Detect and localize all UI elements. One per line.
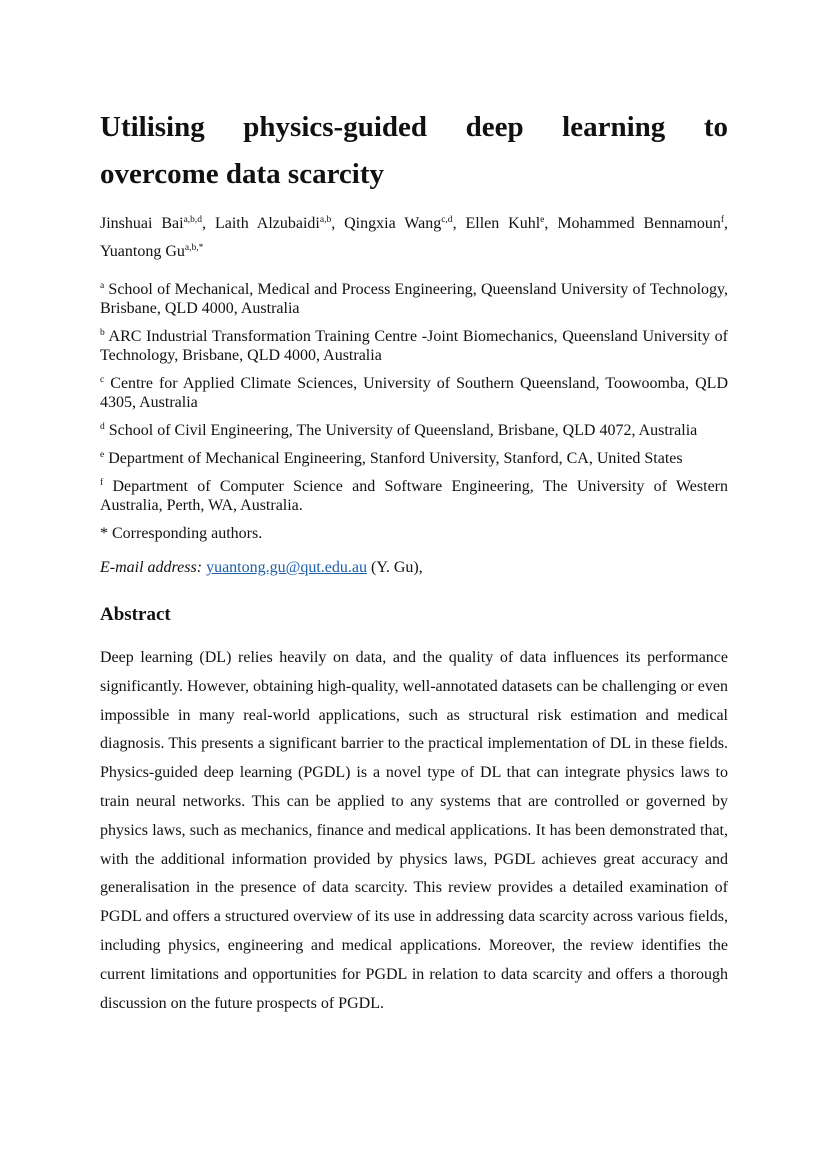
affiliation-text: ARC Industrial Transformation Training Centre -Joint Biomechanics, Queensland University of Technology, Brisbane, QLD 4000, Australia [100,328,728,364]
author-affiliation-mark: a,b,d [183,215,203,225]
email-line [100,558,728,578]
author-name: Qingxia Wang [344,215,442,232]
email-label: E-mail address: [100,559,203,576]
affiliation-text: Department of Mechanical Engineering, Stanford University, Stanford, CA, United States [104,450,683,467]
author-affiliation-mark: e [540,215,545,225]
corresponding-author-note: * Corresponding authors. [100,525,263,542]
affiliation-item [100,449,728,468]
affiliation-item [100,280,728,318]
affiliation-mark: d [100,422,105,432]
affiliation-item [100,374,728,412]
author-separator: , [544,215,558,232]
author-affiliation-mark: a,b [319,215,332,225]
author-affiliation-mark: a,b,* [184,243,204,253]
affiliation-item [100,477,728,515]
author-name: Ellen Kuhl [465,215,541,232]
author-name: Mohammed Bennamoun [557,215,721,232]
author-separator: , [331,215,345,232]
abstract-heading: Abstract [100,604,171,625]
affiliation-text: School of Mechanical, Medical and Process Engineering, Queensland University of Technology, Brisbane, QLD 4000, Australia [100,281,728,317]
affiliation-mark: e [100,450,105,460]
affiliation-mark: c [100,375,105,385]
email-link[interactable]: yuantong.gu@qut.edu.au [206,559,367,576]
affiliation-mark: a [100,281,105,291]
affiliation-mark: b [100,328,105,338]
affiliation-text: Centre for Applied Climate Sciences, University of Southern Queensland, Toowoomba, QLD 4305, Australia [100,375,728,411]
affiliation-list [100,280,728,543]
affiliation-text: Department of Computer Science and Software Engineering, The University of Western Australia, Perth, WA, Australia. [100,478,728,514]
author-name: Yuantong Gu [100,243,185,260]
author-separator: , [452,215,466,232]
author-name: Laith Alzubaidi [214,215,320,232]
abstract-text: Deep learning (DL) relies heavily on data, and the quality of data influences its performance significantly. However, obtaining high-quality, well-annotated datasets can be challenging or even impossible in many real-world applications, such as structural risk estimation and medical diagnosis. This presents a significant barrier to the practical implementation of DL in these fields. Physics-guided deep learning (PGDL) is a novel type of DL that can integrate physics laws to train neural networks. This can be applied to any systems that are controlled or governed by physics laws, such as mechanics, finance and medical applications. It has been demonstrated that, with the additional information provided by physics laws, PGDL achieves great accuracy and generalisation in the presence of data scarcity. This review provides a detailed examination of PGDL and offers a structured overview of its use in addressing data scarcity across various fields, including physics, engineering and medical applications. Moreover, the review identifies the current limitations and opportunities for PGDL in relation to data scarcity and offers a thorough discussion on the future prospects of PGDL. [100,649,728,1012]
author-affiliation-mark: f [720,215,725,225]
affiliation-text: School of Civil Engineering, The University of Queensland, Brisbane, QLD 4072, Australia [104,422,698,439]
author-list [100,210,728,266]
affiliation-item [100,327,728,365]
author-name: Jinshuai Bai [100,215,184,232]
author-affiliation-mark: c,d [441,215,453,225]
affiliation-mark: f [100,478,104,488]
email-suffix: (Y. Gu), [367,559,423,576]
author-separator: , [202,215,215,232]
author-separator: , [724,215,729,232]
affiliation-item [100,421,728,440]
paper-title: Utilising physics-guided deep learning to overcome data scarcity [100,111,728,190]
